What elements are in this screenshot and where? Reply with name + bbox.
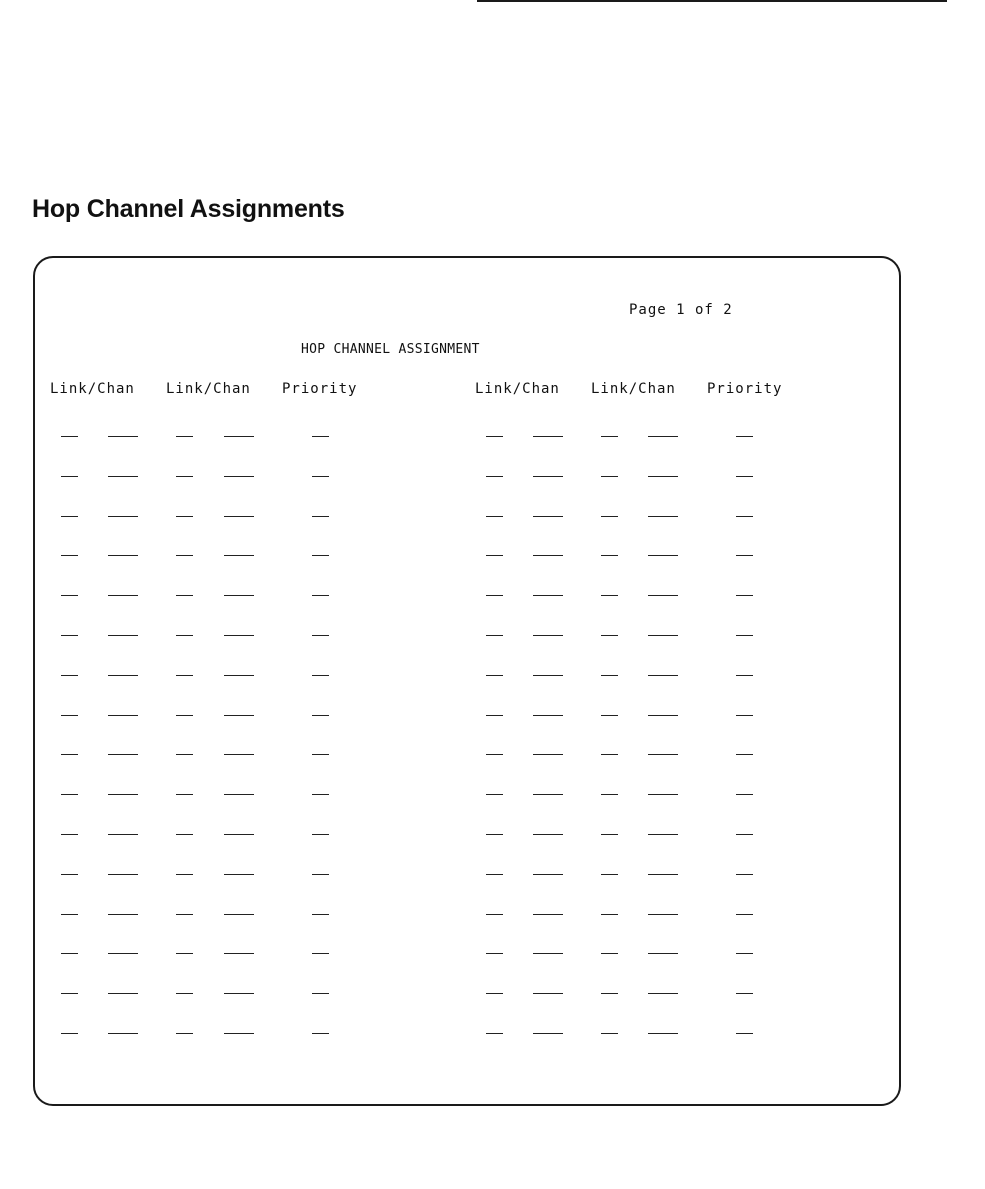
link-field[interactable]: [61, 1033, 78, 1034]
priority-field[interactable]: [312, 794, 329, 795]
link-field[interactable]: [486, 1033, 503, 1034]
link-field[interactable]: [486, 555, 503, 556]
assignment-row: [0, 834, 985, 836]
chan-field[interactable]: [648, 595, 678, 596]
priority-field[interactable]: [312, 1033, 329, 1034]
priority-field[interactable]: [312, 874, 329, 875]
chan-field[interactable]: [224, 874, 254, 875]
link-field[interactable]: [61, 914, 78, 915]
chan-field[interactable]: [108, 595, 138, 596]
link-field[interactable]: [486, 675, 503, 676]
chan-field[interactable]: [533, 874, 563, 875]
chan-field[interactable]: [648, 555, 678, 556]
chan-field[interactable]: [533, 1033, 563, 1034]
chan-field[interactable]: [648, 874, 678, 875]
link-field[interactable]: [601, 635, 618, 636]
chan-field[interactable]: [533, 595, 563, 596]
chan-field[interactable]: [533, 834, 563, 835]
link-field[interactable]: [486, 993, 503, 994]
top-rule: [477, 0, 947, 2]
link-field[interactable]: [601, 675, 618, 676]
link-field[interactable]: [601, 1033, 618, 1034]
chan-field[interactable]: [108, 754, 138, 755]
priority-field[interactable]: [312, 595, 329, 596]
page-indicator: Page 1 of 2: [629, 302, 733, 318]
link-field[interactable]: [61, 953, 78, 954]
link-field[interactable]: [61, 476, 78, 477]
link-field[interactable]: [176, 953, 193, 954]
priority-field[interactable]: [736, 754, 753, 755]
chan-field[interactable]: [533, 993, 563, 994]
priority-field[interactable]: [312, 476, 329, 477]
link-field[interactable]: [176, 874, 193, 875]
section-heading: Hop Channel Assignments: [32, 195, 345, 223]
link-field[interactable]: [601, 834, 618, 835]
link-field[interactable]: [486, 476, 503, 477]
priority-field[interactable]: [736, 476, 753, 477]
chan-field[interactable]: [648, 993, 678, 994]
chan-field[interactable]: [108, 476, 138, 477]
column-header-priority-1: Priority: [282, 381, 358, 397]
link-field[interactable]: [486, 715, 503, 716]
link-field[interactable]: [61, 555, 78, 556]
chan-field[interactable]: [533, 715, 563, 716]
chan-field[interactable]: [224, 436, 254, 437]
priority-field[interactable]: [312, 635, 329, 636]
link-field[interactable]: [486, 794, 503, 795]
chan-field[interactable]: [224, 595, 254, 596]
link-field[interactable]: [176, 476, 193, 477]
assignment-row: [0, 595, 985, 597]
link-field[interactable]: [486, 754, 503, 755]
priority-field[interactable]: [736, 635, 753, 636]
chan-field[interactable]: [108, 715, 138, 716]
priority-field[interactable]: [312, 834, 329, 835]
chan-field[interactable]: [224, 715, 254, 716]
link-field[interactable]: [601, 715, 618, 716]
link-field[interactable]: [486, 436, 503, 437]
chan-field[interactable]: [108, 675, 138, 676]
chan-field[interactable]: [224, 1033, 254, 1034]
link-field[interactable]: [61, 874, 78, 875]
chan-field[interactable]: [648, 675, 678, 676]
chan-field[interactable]: [648, 754, 678, 755]
chan-field[interactable]: [224, 476, 254, 477]
chan-field[interactable]: [224, 794, 254, 795]
priority-field[interactable]: [736, 914, 753, 915]
link-field[interactable]: [61, 715, 78, 716]
link-field[interactable]: [61, 595, 78, 596]
priority-field[interactable]: [312, 436, 329, 437]
assignment-row: [0, 914, 985, 916]
chan-field[interactable]: [648, 436, 678, 437]
chan-field[interactable]: [533, 914, 563, 915]
priority-field[interactable]: [736, 874, 753, 875]
chan-field[interactable]: [108, 436, 138, 437]
chan-field[interactable]: [224, 635, 254, 636]
screen-title: HOP CHANNEL ASSIGNMENT: [301, 342, 480, 357]
priority-field[interactable]: [736, 953, 753, 954]
assignment-row: [0, 436, 985, 438]
link-field[interactable]: [486, 595, 503, 596]
link-field[interactable]: [486, 874, 503, 875]
link-field[interactable]: [601, 595, 618, 596]
link-field[interactable]: [176, 675, 193, 676]
priority-field[interactable]: [312, 715, 329, 716]
link-field[interactable]: [601, 476, 618, 477]
link-field[interactable]: [61, 675, 78, 676]
link-field[interactable]: [486, 834, 503, 835]
priority-field[interactable]: [312, 953, 329, 954]
assignment-row: [0, 874, 985, 876]
assignment-row: [0, 635, 985, 637]
priority-field[interactable]: [312, 555, 329, 556]
link-field[interactable]: [176, 1033, 193, 1034]
chan-field[interactable]: [533, 754, 563, 755]
link-field[interactable]: [61, 834, 78, 835]
link-field[interactable]: [176, 914, 193, 915]
assignment-row: [0, 1033, 985, 1035]
assignment-row: [0, 953, 985, 955]
chan-field[interactable]: [108, 516, 138, 517]
chan-field[interactable]: [533, 555, 563, 556]
link-field[interactable]: [176, 715, 193, 716]
chan-field[interactable]: [108, 914, 138, 915]
link-field[interactable]: [486, 635, 503, 636]
chan-field[interactable]: [533, 476, 563, 477]
link-field[interactable]: [601, 794, 618, 795]
link-field[interactable]: [176, 436, 193, 437]
assignment-row: [0, 555, 985, 557]
link-field[interactable]: [601, 993, 618, 994]
assignment-row: [0, 794, 985, 796]
link-field[interactable]: [61, 635, 78, 636]
link-field[interactable]: [176, 595, 193, 596]
link-field[interactable]: [61, 436, 78, 437]
chan-field[interactable]: [224, 834, 254, 835]
chan-field[interactable]: [533, 675, 563, 676]
link-field[interactable]: [176, 635, 193, 636]
priority-field[interactable]: [736, 516, 753, 517]
link-field[interactable]: [61, 993, 78, 994]
assignment-row: [0, 993, 985, 995]
column-header-link-chan-2: Link/Chan: [166, 381, 251, 397]
chan-field[interactable]: [533, 953, 563, 954]
priority-field[interactable]: [312, 754, 329, 755]
priority-field[interactable]: [736, 555, 753, 556]
chan-field[interactable]: [533, 436, 563, 437]
column-header-priority-2: Priority: [707, 381, 783, 397]
assignment-row: [0, 715, 985, 717]
link-field[interactable]: [601, 436, 618, 437]
chan-field[interactable]: [224, 675, 254, 676]
link-field[interactable]: [601, 914, 618, 915]
assignment-row: [0, 675, 985, 677]
link-field[interactable]: [601, 953, 618, 954]
chan-field[interactable]: [108, 635, 138, 636]
link-field[interactable]: [601, 754, 618, 755]
chan-field[interactable]: [533, 516, 563, 517]
assignment-row: [0, 516, 985, 518]
chan-field[interactable]: [224, 993, 254, 994]
priority-field[interactable]: [312, 516, 329, 517]
link-field[interactable]: [176, 555, 193, 556]
priority-field[interactable]: [736, 834, 753, 835]
column-header-link-chan-1: Link/Chan: [50, 381, 135, 397]
link-field[interactable]: [601, 516, 618, 517]
link-field[interactable]: [486, 516, 503, 517]
assignment-row: [0, 476, 985, 478]
link-field[interactable]: [61, 794, 78, 795]
priority-field[interactable]: [736, 675, 753, 676]
chan-field[interactable]: [108, 993, 138, 994]
chan-field[interactable]: [533, 794, 563, 795]
chan-field[interactable]: [108, 555, 138, 556]
chan-field[interactable]: [648, 715, 678, 716]
chan-field[interactable]: [224, 754, 254, 755]
link-field[interactable]: [61, 754, 78, 755]
chan-field[interactable]: [648, 953, 678, 954]
priority-field[interactable]: [736, 436, 753, 437]
chan-field[interactable]: [648, 476, 678, 477]
link-field[interactable]: [176, 993, 193, 994]
chan-field[interactable]: [648, 516, 678, 517]
assignment-row: [0, 754, 985, 756]
chan-field[interactable]: [533, 635, 563, 636]
link-field[interactable]: [486, 953, 503, 954]
link-field[interactable]: [601, 874, 618, 875]
priority-field[interactable]: [736, 794, 753, 795]
column-header-link-chan-4: Link/Chan: [591, 381, 676, 397]
priority-field[interactable]: [312, 675, 329, 676]
link-field[interactable]: [176, 794, 193, 795]
link-field[interactable]: [486, 914, 503, 915]
priority-field[interactable]: [736, 715, 753, 716]
chan-field[interactable]: [224, 914, 254, 915]
priority-field[interactable]: [736, 993, 753, 994]
chan-field[interactable]: [648, 635, 678, 636]
chan-field[interactable]: [108, 794, 138, 795]
chan-field[interactable]: [648, 1033, 678, 1034]
chan-field[interactable]: [224, 555, 254, 556]
link-field[interactable]: [61, 516, 78, 517]
link-field[interactable]: [176, 516, 193, 517]
column-header-link-chan-3: Link/Chan: [475, 381, 560, 397]
chan-field[interactable]: [648, 914, 678, 915]
chan-field[interactable]: [648, 794, 678, 795]
link-field[interactable]: [176, 834, 193, 835]
chan-field[interactable]: [224, 953, 254, 954]
chan-field[interactable]: [108, 874, 138, 875]
link-field[interactable]: [176, 754, 193, 755]
chan-field[interactable]: [108, 1033, 138, 1034]
priority-field[interactable]: [312, 914, 329, 915]
link-field[interactable]: [601, 555, 618, 556]
chan-field[interactable]: [224, 516, 254, 517]
priority-field[interactable]: [736, 595, 753, 596]
priority-field[interactable]: [736, 1033, 753, 1034]
chan-field[interactable]: [108, 953, 138, 954]
chan-field[interactable]: [648, 834, 678, 835]
chan-field[interactable]: [108, 834, 138, 835]
priority-field[interactable]: [312, 993, 329, 994]
